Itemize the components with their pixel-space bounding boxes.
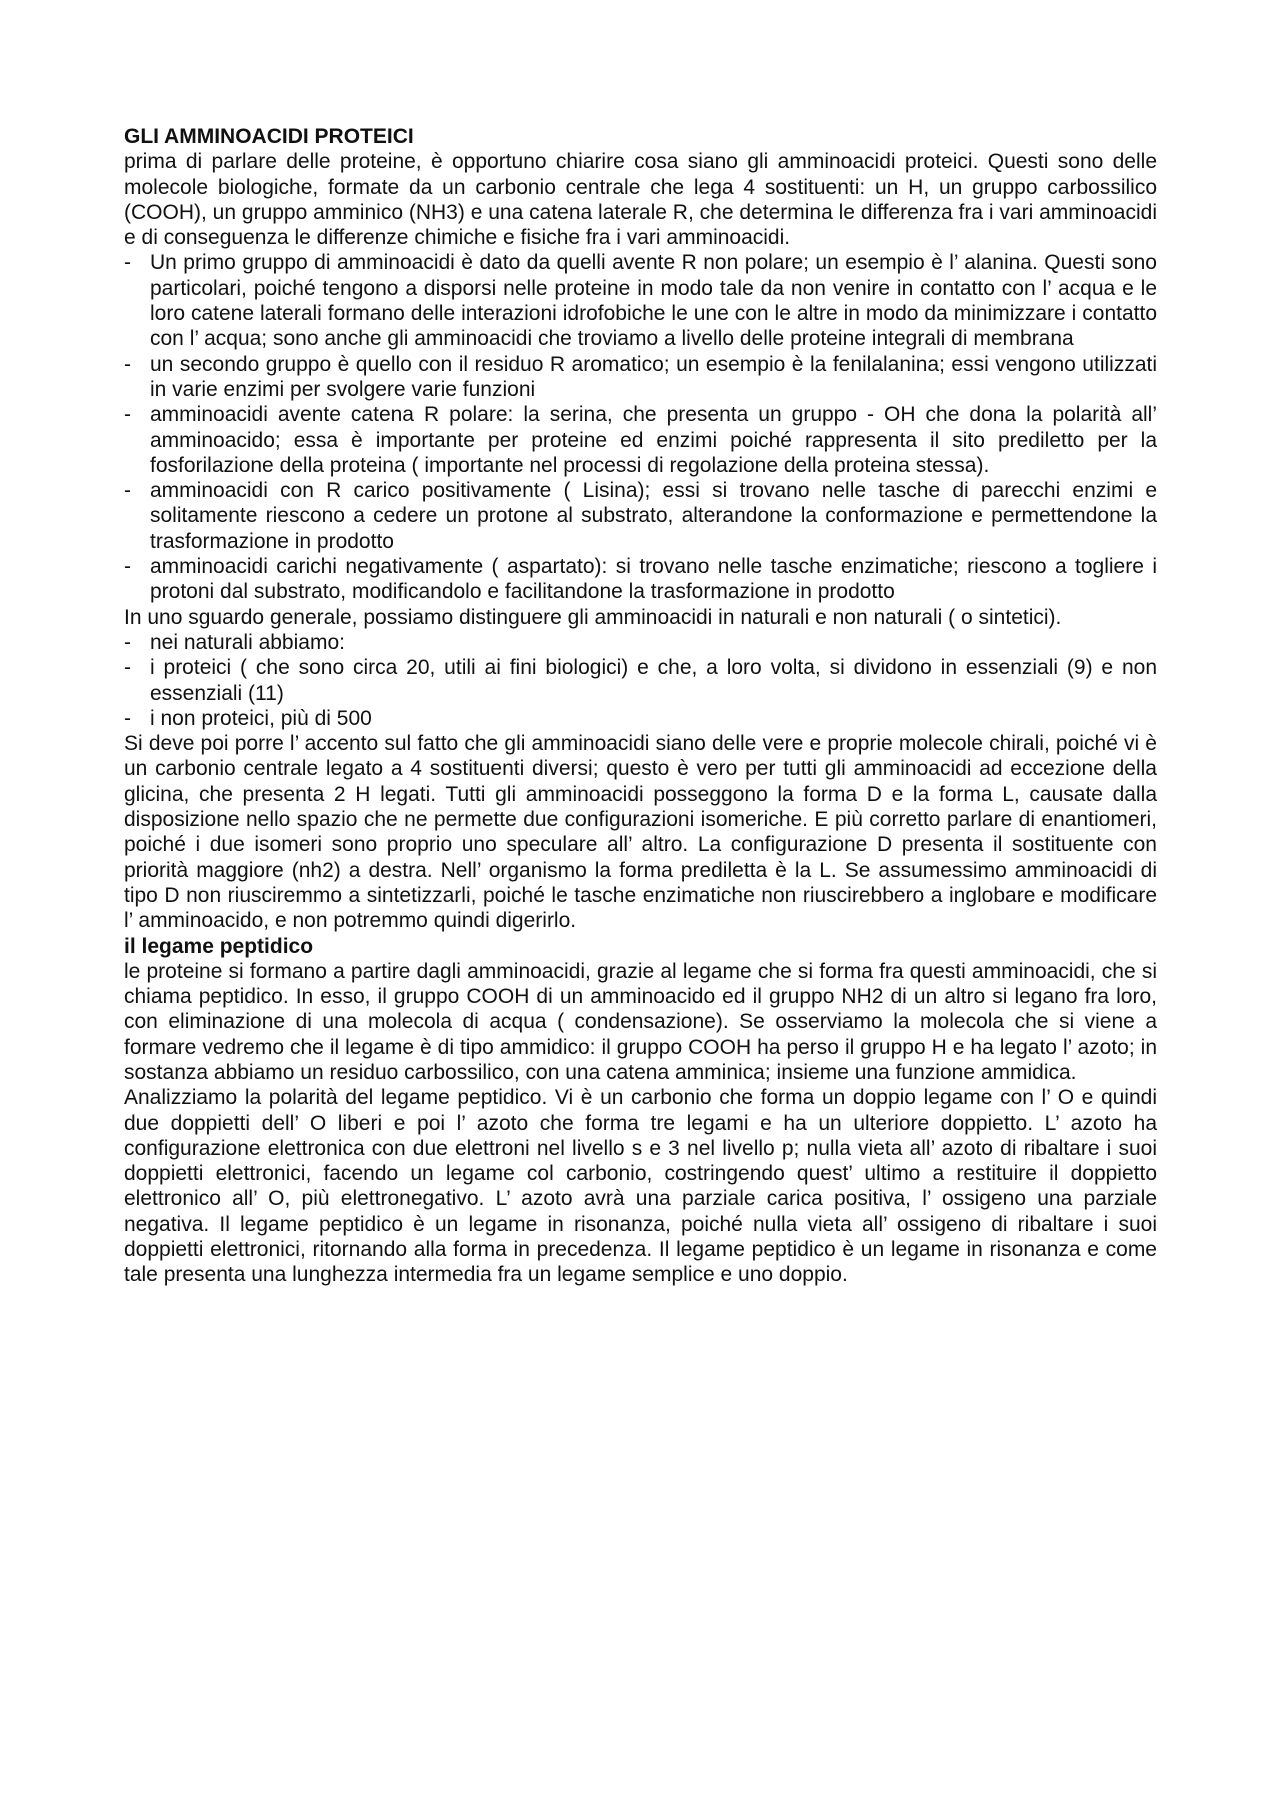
list-item-text: Un primo gruppo di amminoacidi è dato da quelli avente R non polare; un esempio è l’ alanina. Questi sono particolari, poiché tengono a disporsi nelle proteine in modo tale da non venire in contatto con l’ acqua e le loro catene laterali formano delle interazioni idrofobiche le une con le altre in modo da minimizzare i contatto con l’ acqua; sono anche gli amminoacidi che troviamo a livello delle proteine integrali di membrana (150, 251, 1157, 351)
polarity-paragraph: Analizziamo la polarità del legame peptidico. Vi è un carbonio che forma un doppio legame con l’ O e quindi due doppietti dell’ O liberi e poi l’ azoto che forma tre legami e ha un ulteriore doppietto. L’ azoto ha configurazione elettronica con due elettroni nel livello s e 3 nel livello p; nulla vieta all’ azoto di ribaltare i suoi doppietti elettronici, facendo un legame col carbonio, costringendo quest’ ultimo a restituire il doppietto elettronico all’ O, più elettronegativo. L’ azoto avrà una parziale carica positiva, l’ ossigeno una parziale negativa. Il legame peptidico è un legame in risonanza, poiché nulla vieta all’ ossigeno di ribaltare i suoi doppietti elettronici, ritornando alla forma in precedenza. Il legame peptidico è un legame in risonanza e come tale presenta una lunghezza intermedia fra un legame semplice e uno doppio. (124, 1086, 1157, 1287)
list-item-text: un secondo gruppo è quello con il residuo R aromatico; un esempio è la fenilalanina; essi vengono utilizzati in varie enzimi per svolgere varie funzioni (150, 352, 1157, 401)
bullet-dash: - (124, 479, 131, 503)
list-item (124, 706, 1157, 731)
list-item (124, 478, 1157, 554)
classification-paragraph: In uno sguardo generale, possiamo distinguere gli amminoacidi in naturali e non naturali ( o sintetici). (124, 605, 1062, 629)
list-item (124, 554, 1157, 605)
amino-acid-groups-list (124, 250, 1157, 604)
bullet-dash: - (124, 403, 131, 427)
list-item-text: i proteici ( che sono circa 20, utili ai fini biologici) e che, a loro volta, si dividono in essenziali (9) e non essenziali (11) (150, 656, 1157, 705)
section-title-legame-peptidico: il legame peptidico (124, 934, 314, 958)
bullet-dash: - (124, 656, 131, 680)
list-item (124, 352, 1157, 403)
list-item-text: amminoacidi con R carico positivamente ( Lisina); essi si trovano nelle tasche di parecchi enzimi e solitamente riescono a cedere un protone al substrato, alterandone la conformazione e permettendone la trasformazione in prodotto (150, 479, 1157, 553)
chirality-paragraph: Si deve poi porre l’ accento sul fatto che gli amminoacidi siano delle vere e proprie molecole chirali, poiché vi è un carbonio centrale legato a 4 sostituenti diversi; questo è vero per tutti gli amminoacidi ad eccezione della glicina, che presenta 2 H legati. Tutti gli amminoacidi posseggono la forma D e la forma L, causate dalla disposizione nello spazio che ne permette due configurazioni isomeriche. E più corretto parlare di enantiomeri, poiché i due isomeri sono proprio uno speculare all’ altro. La configurazione D presenta il sostituente con priorità maggiore (nh2) a destra. Nell’ organismo la forma prediletta è la L. Se assumessimo amminoacidi di tipo D non riusciremmo a sintetizzarli, poiché le tasche enzimatiche non riuscirebbero a inglobare e modificare l’ amminoacido, e non potremmo quindi digerirlo. (124, 732, 1157, 933)
formation-paragraph: le proteine si formano a partire dagli amminoacidi, grazie al legame che si forma fra questi amminoacidi, che si chiama peptidico. In esso, il gruppo COOH di un amminoacido ed il gruppo NH2 di un altro si legano fra loro, con eliminazione di una molecola di acqua ( condensazione). Se osserviamo la molecola che si viene a formare vedremo che il legame è di tipo ammidico: il gruppo COOH ha perso il gruppo H e ha legato l’ azoto; in sostanza abbiamo un residuo carbossilico, con una catena amminica; insieme una funzione ammidica. (124, 959, 1157, 1084)
bullet-dash: - (124, 706, 131, 730)
section-title-amminoacidi: GLI AMMINOACIDI PROTEICI (124, 125, 414, 148)
list-item (124, 250, 1157, 351)
bullet-dash: - (124, 555, 131, 579)
list-item-text: i non proteici, più di 500 (150, 706, 372, 730)
bullet-dash: - (124, 352, 131, 376)
document-page (124, 124, 1157, 1288)
list-item-text: amminoacidi avente catena R polare: la serina, che presenta un gruppo - OH che dona la polarità all’ amminoacido; essa è importante per proteine ed enzimi poiché rappresenta il sito prediletto per la fosforilazione della proteina ( importante nel processi di regolazione della proteina stessa). (150, 403, 1157, 477)
list-item-text: nei naturali abbiamo: (150, 630, 345, 654)
list-item (124, 402, 1157, 478)
list-item (124, 630, 1157, 655)
bullet-dash: - (124, 251, 131, 275)
list-item (124, 655, 1157, 706)
classification-list (124, 630, 1157, 731)
bullet-dash: - (124, 630, 131, 654)
list-item-text: amminoacidi carichi negativamente ( aspartato): si trovano nelle tasche enzimatiche; riescono a togliere i protoni dal substrato, modificandolo e facilitandone la trasformazione in prodotto (150, 555, 1157, 604)
intro-paragraph: prima di parlare delle proteine, è opportuno chiarire cosa siano gli amminoacidi proteici. Questi sono delle molecole biologiche, formate da un carbonio centrale che lega 4 sostituenti: un H, un gruppo carbossilico (COOH), un gruppo amminico (NH3) e una catena laterale R, che determina le differenza fra i vari amminoacidi e di conseguenza le differenze chimiche e fisiche fra i vari amminoacidi. (124, 150, 1157, 250)
